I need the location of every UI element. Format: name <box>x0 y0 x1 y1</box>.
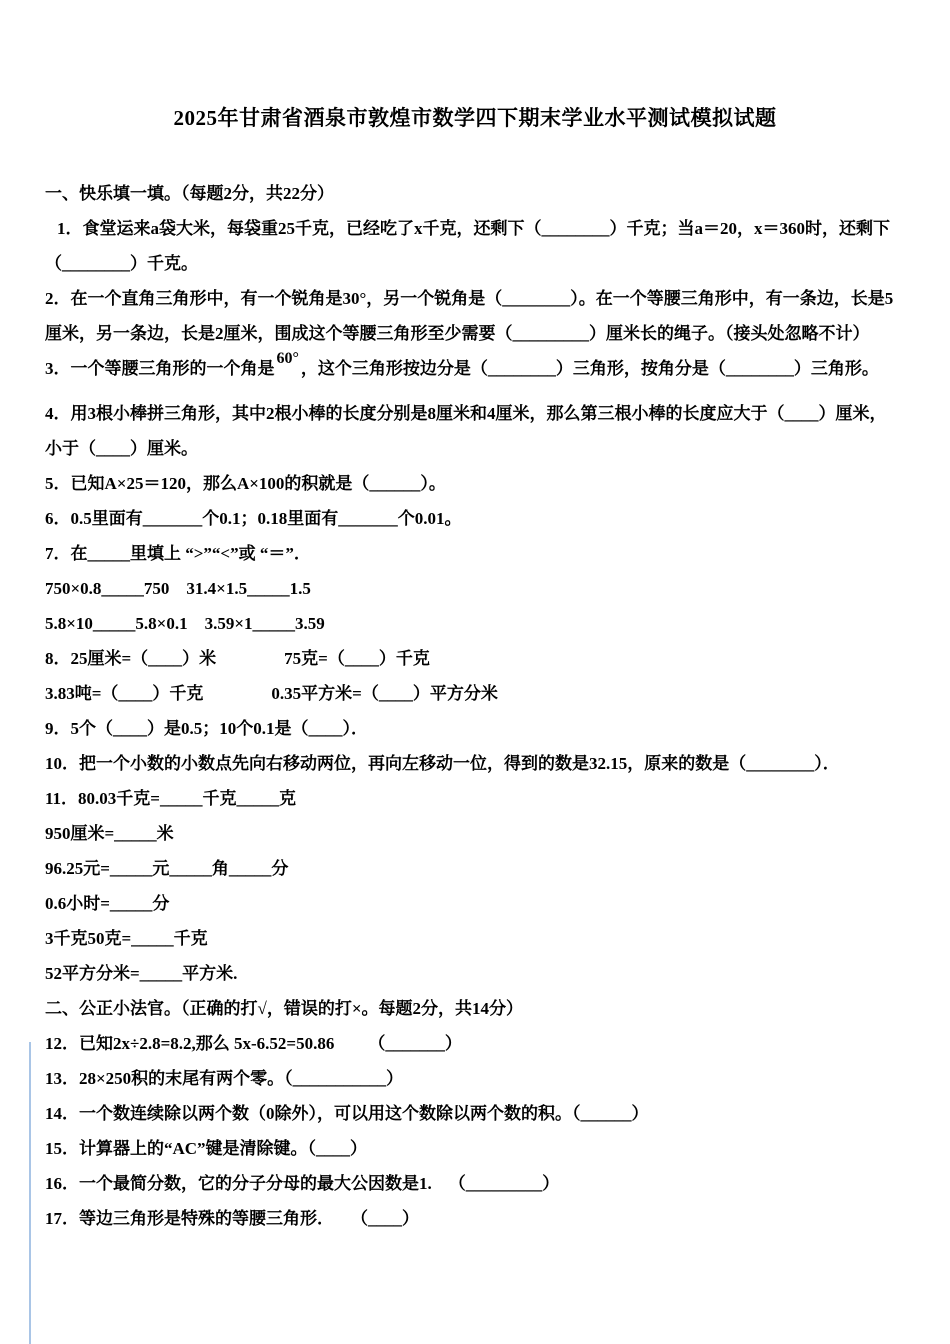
page-title: 2025年甘肃省酒泉市敦煌市数学四下期末学业水平测试模拟试题 <box>173 106 777 130</box>
question-8-row1: 8．25厘米=（____）米 75克=（____）千克 <box>45 649 430 668</box>
question-11-line6: 52平方分米=_____平方米. <box>45 964 238 983</box>
question-11-line5: 3千克50克=_____千克 <box>45 929 208 948</box>
exam-content <box>45 183 905 1230</box>
question-11-line1: 11．80.03千克=_____千克_____克 <box>45 789 296 808</box>
question-12: 12．已知2x÷2.8=8.2,那么 5x-6.52=50.86 （_______） <box>45 1034 462 1053</box>
question-4-line2: 小于（____）厘米。 <box>45 439 198 458</box>
question-3 <box>45 350 905 381</box>
question-11-line4: 0.6小时=_____分 <box>45 894 170 913</box>
question-1-line2: （________）千克。 <box>45 254 198 273</box>
section2-heading: 二、公正小法官。（正确的打√，错误的打×。每题2分，共14分） <box>45 999 524 1018</box>
question-9: 9．5个（____）是0.5；10个0.1是（____）． <box>45 719 368 738</box>
question-8-row2: 3.83吨=（____）千克 0.35平方米=（____）平方分米 <box>45 684 498 703</box>
question-2-line1: 2．在一个直角三角形中，有一个锐角是30°，另一个锐角是（________）。在一个等腰三角形中，有一条边，长是5 <box>45 289 894 308</box>
question-7: 7．在_____里填上 “>”“<”或 “＝”． <box>45 544 311 563</box>
question-16: 16．一个最简分数，它的分子分母的最大公因数是1. （_________） <box>45 1174 560 1193</box>
question-17: 17．等边三角形是特殊的等腰三角形． （____） <box>45 1209 419 1228</box>
question-11-line2: 950厘米=_____米 <box>45 824 174 843</box>
question-6: 6．0.5里面有_______个0.1；0.18里面有_______个0.01。 <box>45 509 462 528</box>
question-15: 15．计算器上的“AC”键是清除键。（____） <box>45 1139 368 1158</box>
angle-60-superscript: 60° <box>276 350 299 367</box>
question-7-row1: 750×0.8_____750 31.4×1.5_____1.5 <box>45 579 311 598</box>
question-10: 10．把一个小数的小数点先向右移动两位，再向左移动一位，得到的数是32.15，原来的数是（________）． <box>45 754 840 773</box>
question-3-text-cont: ，这个三角形按边分是（________）三角形，按角分是（________）三角形。 <box>300 359 879 378</box>
question-2-line2: 厘米，另一条边，长是2厘米，围成这个等腰三角形至少需要（_________）厘米长的绳子。（接头处忽略不计） <box>45 324 870 343</box>
question-13: 13．28×250积的末尾有两个零。（___________） <box>45 1069 404 1088</box>
question-3-text: 3．一个等腰三角形的一个角是 <box>45 359 275 378</box>
page-margin-line <box>29 1042 31 1344</box>
question-7-row2: 5.8×10_____5.8×0.1 3.59×1_____3.59 <box>45 614 325 633</box>
question-11-line3: 96.25元=_____元_____角_____分 <box>45 859 289 878</box>
question-1-line1: 1．食堂运来a袋大米，每袋重25千克，已经吃了x千克，还剩下（________）千克；当a＝20，x＝360时，还剩下 <box>57 219 890 238</box>
question-14: 14．一个数连续除以两个数（0除外），可以用这个数除以两个数的积。（______） <box>45 1104 649 1123</box>
section1-heading: 一、快乐填一填。（每题2分，共22分） <box>45 184 334 203</box>
question-5: 5．已知A×25＝120，那么A×100的积就是（______）。 <box>45 474 446 493</box>
question-4-line1: 4．用3根小棒拼三角形，其中2根小棒的长度分别是8厘米和4厘米，那么第三根小棒的长度应大于（____）厘米， <box>45 404 887 423</box>
